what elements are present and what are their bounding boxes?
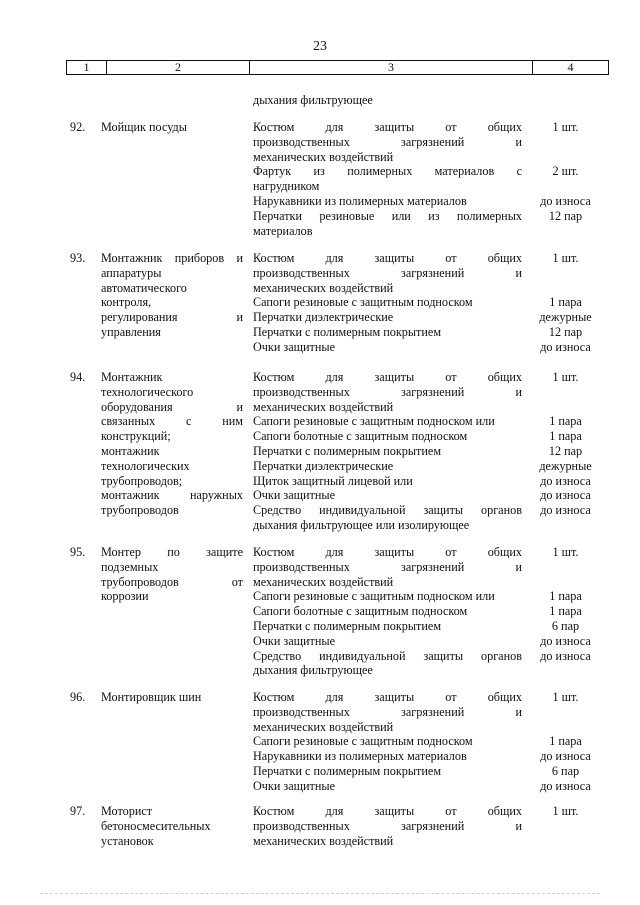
ppe-item — [253, 310, 522, 325]
ppe-item-line: Нарукавники из полимерных материалов — [253, 193, 467, 208]
word: защиты — [374, 370, 415, 384]
word: и — [515, 818, 522, 833]
ppe-item-line: Перчатки с полимерным покрытием — [253, 324, 442, 339]
word: и — [236, 251, 243, 265]
word: защиты — [423, 648, 464, 663]
profession-name-line: аппаратуры — [101, 265, 162, 280]
ppe-item — [253, 164, 522, 194]
ppe-items — [249, 120, 522, 238]
ppe-quantity: до износа — [540, 503, 591, 518]
word: защиты — [374, 545, 415, 559]
word: и — [515, 265, 522, 280]
word: наружных — [189, 488, 243, 503]
ppe-item — [253, 690, 522, 734]
ppe-quantity-cell — [522, 503, 609, 533]
word: общих — [487, 690, 522, 704]
ppe-item — [253, 804, 522, 848]
ppe-item — [253, 503, 522, 533]
ppe-quantity-cell — [522, 545, 609, 589]
word: регулирования — [101, 310, 178, 325]
ppe-item-line: механических воздействий — [253, 399, 394, 414]
ppe-item — [253, 444, 522, 459]
ppe-item — [253, 459, 522, 474]
profession-name-line — [101, 575, 243, 590]
table-row — [66, 690, 609, 794]
profession-name-line: подземных — [101, 559, 159, 574]
word: для — [325, 370, 344, 384]
header-col-3: 3 — [249, 61, 532, 74]
ppe-item-line: материалов — [253, 223, 313, 238]
ppe-item-line — [253, 804, 522, 819]
ppe-quantity-cell — [522, 649, 609, 679]
ppe-item-line: Щиток защитный лицевой или — [253, 473, 413, 488]
word: Костюм — [253, 120, 295, 134]
ppe-item — [253, 340, 522, 355]
ppe-item-line: Перчатки диэлектрические — [253, 458, 394, 473]
word: для — [325, 545, 344, 559]
ppe-item-line — [253, 503, 522, 518]
ppe-item-line: дыхания фильтрующее — [253, 663, 373, 678]
word: Перчатки — [253, 208, 302, 223]
word: производственных — [253, 384, 350, 399]
ppe-quantity: дежурные — [539, 458, 592, 473]
word: оборудования — [101, 399, 173, 414]
word: Средство — [253, 503, 302, 518]
ppe-quantity-cell — [522, 295, 609, 310]
continuation-row — [66, 93, 609, 108]
ppe-quantity-cell — [522, 589, 609, 604]
profession-name-line: технологического — [101, 384, 194, 399]
profession-name-line: автоматического — [101, 280, 187, 295]
header-col-4: 4 — [532, 61, 609, 74]
ppe-item-line — [253, 705, 522, 720]
profession-name-line — [101, 251, 243, 266]
word: органов — [481, 648, 522, 663]
ppe-quantity-cell — [522, 370, 609, 414]
word: от — [445, 251, 457, 265]
ppe-quantity-cell — [522, 444, 609, 459]
word: от — [231, 574, 243, 589]
ppe-quantity-cell — [522, 120, 609, 164]
ppe-quantity: до износа — [540, 648, 591, 663]
word: Фартук — [253, 164, 292, 179]
ppe-quantity: 1 шт. — [552, 120, 579, 134]
word: для — [325, 690, 344, 704]
ppe-item-line — [253, 164, 522, 179]
word: полимерных — [456, 208, 522, 223]
ppe-quantity: 12 пар — [548, 208, 583, 223]
ppe-item-line: Сапоги резиновые с защитным подноском — [253, 734, 473, 749]
ppe-quantity-cell — [522, 209, 609, 239]
ppe-item-line: Перчатки диэлектрические — [253, 310, 394, 325]
ppe-item-line: Сапоги резиновые с защитным подноском или — [253, 414, 495, 429]
ppe-item — [253, 749, 522, 764]
word: по — [167, 545, 180, 559]
ppe-item — [253, 325, 522, 340]
ppe-item-line: Очки защитные — [253, 488, 335, 503]
ppe-quantity-cell — [522, 804, 609, 848]
ppe-items — [249, 251, 522, 355]
word: и — [236, 310, 243, 325]
row-number: 93. — [70, 251, 86, 265]
word: защиты — [374, 804, 415, 818]
profession-name-line: трубопроводов — [101, 503, 179, 518]
scan-edge-line — [40, 893, 600, 894]
profession-name-line: установок — [101, 833, 154, 848]
ppe-quantity: 1 шт. — [552, 690, 579, 704]
word: для — [325, 804, 344, 818]
ppe-item-line — [253, 649, 522, 664]
ppe-item-line — [253, 251, 522, 266]
ppe-item — [253, 589, 522, 604]
ppe-quantity-cell — [522, 764, 609, 779]
word: загрязнений — [401, 384, 465, 399]
table-row — [66, 370, 609, 533]
ppe-quantity: дежурные — [539, 310, 592, 325]
ppe-quantity: до износа — [540, 339, 591, 354]
word: или — [391, 208, 411, 223]
word: общих — [487, 370, 522, 384]
ppe-quantities — [522, 545, 609, 678]
profession-name-line: управления — [101, 324, 161, 339]
profession-name-line: конструкций; — [101, 429, 171, 444]
ppe-quantity-cell — [522, 734, 609, 749]
ppe-item-line — [253, 819, 522, 834]
word: полимерных — [347, 164, 413, 179]
header-col-1: 1 — [66, 61, 106, 74]
profession-name — [101, 370, 249, 533]
ppe-item-line: Перчатки с полимерным покрытием — [253, 443, 442, 458]
word: общих — [487, 251, 522, 265]
ppe-item — [253, 488, 522, 503]
ppe-quantity-cell — [522, 474, 609, 489]
word: защиты — [374, 251, 415, 265]
ppe-item — [253, 429, 522, 444]
word: загрязнений — [401, 704, 465, 719]
ppe-item — [253, 370, 522, 414]
word: из — [313, 164, 325, 179]
profession-name-line: Мойщик посуды — [101, 120, 187, 134]
ppe-quantity-cell — [522, 429, 609, 444]
word: и — [515, 134, 522, 149]
ppe-item-line: Очки защитные — [253, 633, 335, 648]
ppe-quantity-cell — [522, 251, 609, 295]
ppe-item-line — [253, 266, 522, 281]
ppe-quantity: 1 пара — [549, 295, 582, 310]
ppe-item — [253, 251, 522, 295]
ppe-item-line: Перчатки с полимерным покрытием — [253, 618, 442, 633]
ppe-quantity: до износа — [540, 633, 591, 648]
ppe-quantity: 1 шт. — [552, 804, 579, 818]
ppe-items — [249, 690, 522, 794]
word: общих — [487, 120, 522, 134]
ppe-item-line: механических воздействий — [253, 280, 394, 295]
ppe-quantities — [522, 370, 609, 533]
profession-name — [101, 690, 249, 794]
word: производственных — [253, 134, 350, 149]
ppe-item-line: Сапоги болотные с защитным подноском — [253, 429, 468, 444]
word: от — [445, 804, 457, 818]
ppe-quantities — [522, 251, 609, 355]
ppe-item-line: Перчатки с полимерным покрытием — [253, 763, 442, 778]
ppe-items — [249, 804, 522, 848]
ppe-quantity: 1 пара — [549, 429, 582, 444]
word: от — [445, 370, 457, 384]
word: от — [445, 120, 457, 134]
ppe-item — [253, 604, 522, 619]
ppe-item — [253, 545, 522, 589]
ppe-quantity-cell — [522, 310, 609, 325]
ppe-item-line — [253, 385, 522, 400]
ppe-quantity-cell — [522, 634, 609, 649]
profession-name-line: технологических — [101, 458, 190, 473]
table-row — [66, 545, 609, 678]
profession-name-line — [101, 400, 243, 415]
word: материалов — [434, 164, 495, 179]
ppe-quantity-cell — [522, 604, 609, 619]
header-col-2: 2 — [106, 61, 249, 74]
ppe-quantity: 1 пара — [549, 604, 582, 619]
ppe-quantity-cell — [522, 340, 609, 355]
profession-name-line — [101, 545, 243, 560]
ppe-item-line: механических воздействий — [253, 574, 394, 589]
word: и — [515, 559, 522, 574]
word: с — [516, 164, 522, 179]
profession-name — [101, 804, 249, 848]
word: загрязнений — [401, 134, 465, 149]
word: приборов — [174, 251, 225, 265]
profession-name-line: контроля, — [101, 295, 152, 310]
row-number: 92. — [70, 120, 86, 134]
ppe-item-line: Нарукавники из полимерных материалов — [253, 749, 467, 764]
ppe-item-line — [253, 690, 522, 705]
ppe-quantity-cell — [522, 690, 609, 734]
word: загрязнений — [401, 265, 465, 280]
word: общих — [487, 545, 522, 559]
ppe-item-line: механических воздействий — [253, 833, 394, 848]
word: Монтажник — [101, 251, 163, 265]
ppe-item — [253, 295, 522, 310]
ppe-item — [253, 764, 522, 779]
word: общих — [487, 804, 522, 818]
ppe-item-line: Сапоги резиновые с защитным подноском — [253, 295, 473, 310]
word: от — [445, 690, 457, 704]
ppe-quantity-cell — [522, 619, 609, 634]
word: защиты — [374, 120, 415, 134]
word: и — [236, 399, 243, 414]
word: для — [325, 120, 344, 134]
word: загрязнений — [401, 818, 465, 833]
word: индивидуальной — [319, 503, 406, 518]
profession-name-line: Монтировщик шин — [101, 690, 202, 704]
word: производственных — [253, 704, 350, 719]
table-row — [66, 120, 609, 238]
ppe-quantities — [522, 120, 609, 238]
ppe-items — [249, 370, 522, 533]
word: производственных — [253, 265, 350, 280]
ppe-item-line: механических воздействий — [253, 149, 394, 164]
table-row — [66, 251, 609, 355]
ppe-quantity-cell — [522, 194, 609, 209]
ppe-quantity: 1 пара — [549, 734, 582, 749]
ppe-item-line: Очки защитные — [253, 339, 335, 354]
continuation-text: дыхания фильтрующее — [253, 93, 373, 107]
ppe-item-line: нагрудником — [253, 179, 320, 194]
word: и — [515, 704, 522, 719]
table-header — [66, 60, 609, 75]
word: связанных — [101, 414, 156, 429]
ppe-item-line — [253, 545, 522, 560]
word: индивидуальной — [319, 648, 406, 663]
word: защите — [206, 545, 243, 559]
ppe-quantities — [522, 804, 609, 848]
word: Костюм — [253, 690, 295, 704]
table-row — [66, 804, 609, 848]
ppe-item-line: механических воздействий — [253, 719, 394, 734]
ppe-item-line — [253, 135, 522, 150]
ppe-quantity: до износа — [540, 488, 591, 503]
ppe-quantity: до износа — [540, 778, 591, 793]
ppe-quantities — [522, 690, 609, 794]
word: Костюм — [253, 251, 295, 265]
word: производственных — [253, 818, 350, 833]
ppe-quantity-cell — [522, 488, 609, 503]
ppe-item — [253, 414, 522, 429]
ppe-item-line: Очки защитные — [253, 778, 335, 793]
ppe-item-line — [253, 209, 522, 224]
ppe-item-line: Сапоги резиновые с защитным подноском или — [253, 589, 495, 604]
ppe-quantity: 12 пар — [548, 324, 583, 339]
word: органов — [481, 503, 522, 518]
ppe-item — [253, 209, 522, 239]
word: Костюм — [253, 370, 295, 384]
ppe-item — [253, 649, 522, 679]
profession-name-line: Монтажник — [101, 370, 163, 384]
ppe-quantity: 2 шт. — [552, 164, 579, 179]
word: от — [445, 545, 457, 559]
ppe-item-line — [253, 560, 522, 575]
profession-name-line: бетоносмесительных — [101, 818, 211, 833]
profession-name-line: монтажник — [101, 443, 160, 458]
word: монтажник — [101, 488, 160, 503]
row-number: 95. — [70, 545, 86, 559]
ppe-quantity: 1 шт. — [552, 251, 579, 265]
word: резиновые — [319, 208, 375, 223]
profession-name — [101, 120, 249, 238]
profession-name — [101, 545, 249, 678]
ppe-quantity-cell — [522, 749, 609, 764]
word: защиты — [374, 690, 415, 704]
ppe-quantity: 1 шт. — [552, 545, 579, 559]
profession-name-line: трубопроводов; — [101, 473, 183, 488]
ppe-item — [253, 634, 522, 649]
ppe-items — [249, 545, 522, 678]
ppe-quantity-cell — [522, 779, 609, 794]
word: ним — [222, 414, 243, 429]
ppe-quantity-cell — [522, 325, 609, 340]
ppe-item — [253, 619, 522, 634]
word: Костюм — [253, 804, 295, 818]
ppe-item-line: Сапоги болотные с защитным подноском — [253, 604, 468, 619]
word: защиты — [423, 503, 464, 518]
ppe-quantity: 1 пара — [549, 414, 582, 429]
ppe-item-line — [253, 120, 522, 135]
profession-name — [101, 251, 249, 355]
ppe-quantity-cell — [522, 459, 609, 474]
ppe-item — [253, 734, 522, 749]
word: Средство — [253, 648, 302, 663]
profession-name-line — [101, 414, 243, 429]
word: Костюм — [253, 545, 295, 559]
row-number: 97. — [70, 804, 86, 818]
ppe-item-line — [253, 370, 522, 385]
ppe-item — [253, 194, 522, 209]
word: для — [325, 251, 344, 265]
word: Монтер — [101, 545, 141, 559]
word: из — [428, 208, 440, 223]
word: производственных — [253, 559, 350, 574]
ppe-quantity-cell — [522, 414, 609, 429]
profession-name-line — [101, 488, 243, 503]
word: и — [515, 384, 522, 399]
profession-name-line: Моторист — [101, 804, 153, 818]
ppe-quantity: 6 пар — [551, 763, 580, 778]
ppe-quantity: 12 пар — [548, 443, 583, 458]
ppe-quantity: 1 шт. — [552, 370, 579, 384]
page-number: 23 — [313, 39, 327, 54]
word: загрязнений — [401, 559, 465, 574]
ppe-quantity: до износа — [540, 749, 591, 764]
row-number: 96. — [70, 690, 86, 704]
ppe-item — [253, 474, 522, 489]
ppe-item — [253, 779, 522, 794]
ppe-quantity: до износа — [540, 473, 591, 488]
ppe-quantity-cell — [522, 164, 609, 194]
profession-name-line — [101, 310, 243, 325]
word: трубопроводов — [101, 574, 179, 589]
profession-name-line: коррозии — [101, 589, 149, 604]
word: с — [185, 414, 192, 429]
ppe-quantity: 1 пара — [549, 589, 582, 604]
row-number: 94. — [70, 370, 86, 384]
ppe-quantity: 6 пар — [551, 618, 580, 633]
ppe-item — [253, 120, 522, 164]
ppe-item-line: дыхания фильтрующее или изолирующее — [253, 517, 470, 532]
ppe-quantity: до износа — [540, 193, 591, 208]
